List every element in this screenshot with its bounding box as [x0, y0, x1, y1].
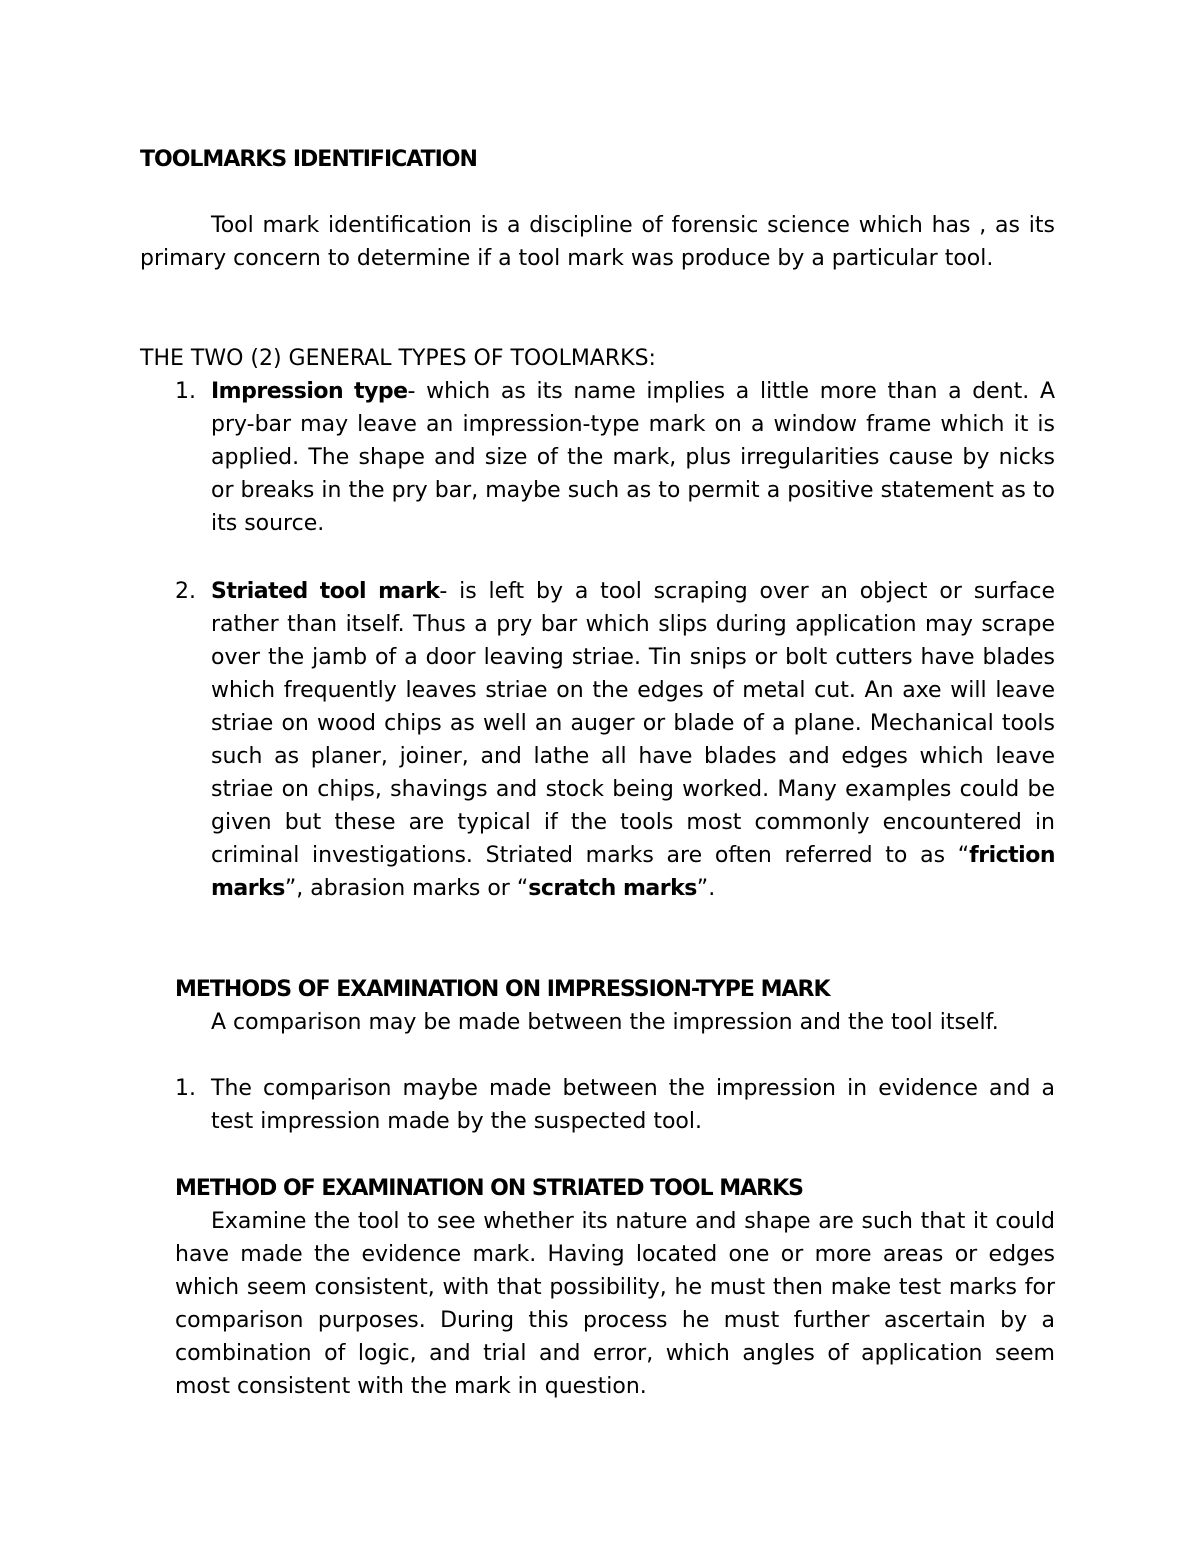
list-item-body: The comparison maybe made between the impression in evidence and a test impression made by the suspected tool.	[211, 1076, 1055, 1134]
striated-text: - is left by a tool scraping over an object or surface rather than itself. Thus a pry bar which slips during application may scrape over the jamb of a door leaving striae. Tin snips or bolt cutters have blades which frequently leaves striae on the edges of metal cut. An axe will leave striae on wood chips as well an auger or blade of a plane. Mechanical tools such as planer, joiner, and lathe all have blades and edges which leave striae on chips, shavings and stock being worked. Many examples could be given but these are typical if the tools most commonly encountered in criminal investigations. Striated marks are often referred to as “	[211, 579, 1056, 868]
document-title: TOOLMARKS IDENTIFICATION	[140, 147, 477, 172]
type-item-striated	[140, 575, 1055, 905]
impression-intro: A comparison may be made between the impression and the tool itself.	[211, 1010, 999, 1035]
striated-methods-heading: METHOD OF EXAMINATION ON STRIATED TOOL MARKS	[175, 1176, 804, 1201]
impression-method-item	[140, 1072, 1055, 1138]
term-scratch-marks: scratch marks	[528, 876, 697, 901]
list-item-body	[211, 575, 1055, 905]
list-item-body	[211, 375, 1055, 540]
striated-text-2: ”, abrasion marks or “	[284, 876, 529, 901]
intro-paragraph: Tool mark identification is a discipline of forensic science which has , as its primary concern to determine if a tool mark was produce by a particular tool.	[140, 213, 1055, 271]
type-item-impression	[140, 375, 1055, 540]
list-number: 1.	[175, 379, 196, 404]
impression-methods-heading: METHODS OF EXAMINATION ON IMPRESSION-TYPE MARK	[175, 977, 830, 1002]
term-impression-type: Impression type	[211, 379, 408, 404]
striated-text-3: ”.	[696, 876, 716, 901]
impression-type-text: - which as its name implies a little more than a dent. A pry-bar may leave an impression-type mark on a window frame which it is applied. The shape and size of the mark, plus irregularities cause by nicks or breaks in the pry bar, maybe such as to permit a positive statement as to its source.	[211, 379, 1055, 536]
types-heading: THE TWO (2) GENERAL TYPES OF TOOLMARKS:	[140, 346, 656, 371]
striated-methods-paragraph: Examine the tool to see whether its nature and shape are such that it could have made the evidence mark. Having located one or more areas or edges which seem consistent, with that possibility, he must then make test marks for comparison purposes. During this process he must further ascertain by a combination of logic, and trial and error, which angles of application seem most consistent with the mark in question.	[175, 1209, 1055, 1399]
term-friction-marks: friction marks	[211, 843, 1055, 901]
list-number: 2.	[175, 579, 196, 604]
term-striated-tool-mark: Striated tool mark	[211, 579, 440, 604]
list-number: 1.	[175, 1076, 196, 1101]
